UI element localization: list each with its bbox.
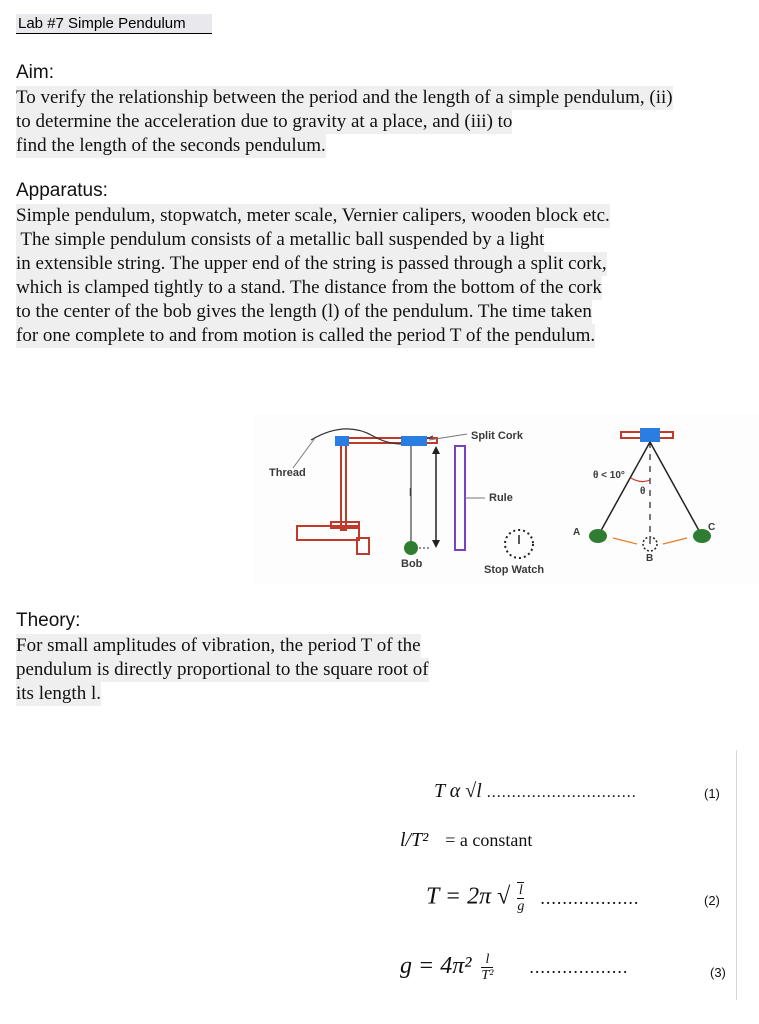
eq2-number: (2) xyxy=(704,893,720,908)
label-rule: Rule xyxy=(489,492,513,504)
apparatus-line: to the center of the bob gives the length (l) of the pendulum. The time taken xyxy=(16,301,592,322)
motion-arrow-left xyxy=(613,538,637,544)
theory-line: For small amplitudes of vibration, the period T of the xyxy=(16,635,421,656)
apparatus-line: The simple pendulum consists of a metallic ball suspended by a light xyxy=(16,229,545,250)
apparatus-paragraph xyxy=(16,204,610,348)
label-angle: θ < 10° xyxy=(593,470,625,481)
aim-paragraph xyxy=(16,86,673,158)
theory-line: pendulum is directly proportional to the square root of xyxy=(16,659,429,680)
rule xyxy=(455,446,465,550)
eq3-numerator: l xyxy=(481,952,493,968)
pendulum-figure xyxy=(253,414,759,584)
eq3-number: (3) xyxy=(710,965,726,980)
cork-left xyxy=(335,436,349,446)
label-length: l xyxy=(409,487,412,499)
apparatus-heading: Apparatus: xyxy=(16,180,108,201)
margin-line xyxy=(736,750,737,1000)
motion-arrow-right xyxy=(663,538,687,544)
theory-line: its length l. xyxy=(16,683,101,704)
equation-2 xyxy=(426,882,639,914)
label-a: A xyxy=(573,527,581,538)
equation-3 xyxy=(400,952,628,983)
aim-heading: Aim: xyxy=(16,62,54,83)
aim-line: find the length of the seconds pendulum. xyxy=(16,135,326,156)
apparatus-line: in extensible string. The upper end of the string is passed through a split cork, xyxy=(16,253,607,274)
support-cork xyxy=(640,428,660,442)
eq3-fraction xyxy=(481,952,493,983)
stand-pole xyxy=(341,440,346,530)
bob xyxy=(404,541,418,555)
label-c: C xyxy=(708,522,716,533)
angle-arc xyxy=(631,478,650,482)
equation-constant xyxy=(400,829,532,852)
length-arrow-top xyxy=(432,446,440,454)
theory-paragraph xyxy=(16,634,429,706)
pendulum-diagram xyxy=(253,414,759,584)
eq2-denominator: g xyxy=(517,899,525,914)
label-theta: θ xyxy=(640,486,646,497)
eq1-number: (1) xyxy=(704,786,720,801)
eq2-numerator: l xyxy=(518,883,523,898)
apparatus-line: Simple pendulum, stopwatch, meter scale, Vernier calipers, wooden block etc. xyxy=(16,205,610,226)
bob-position-a xyxy=(589,529,607,543)
stand xyxy=(297,438,437,554)
eq1-lhs: T α √l xyxy=(434,780,482,802)
thread-pointer xyxy=(293,438,315,468)
label-b: B xyxy=(646,553,654,564)
apparatus-line: for one complete to and from motion is called the period T of the pendulum. xyxy=(16,325,596,346)
eq2-fraction xyxy=(517,882,524,914)
label-split-cork: Split Cork xyxy=(471,430,523,442)
aim-line: to determine the acceleration due to gravity at a place, and (iii) to xyxy=(16,111,513,132)
eq2-dots: .................. xyxy=(540,887,640,908)
eq3-denominator: T² xyxy=(481,968,494,983)
label-bob: Bob xyxy=(401,558,423,570)
eq3-lhs: g = 4π² xyxy=(400,953,472,980)
eq-const-rhs: = a constant xyxy=(445,830,533,850)
equation-1 xyxy=(434,780,637,803)
label-stop-watch: Stop Watch xyxy=(484,564,545,576)
label-thread: Thread xyxy=(269,467,306,479)
eq3-dots: .................. xyxy=(529,957,629,978)
theory-heading: Theory: xyxy=(16,610,81,631)
eq1-dots: .............................. xyxy=(486,784,637,801)
string-right xyxy=(650,442,702,536)
eq-const-lhs: l/T² xyxy=(400,829,429,851)
split-cork xyxy=(401,436,427,446)
apparatus-line: which is clamped tightly to a stand. The distance from the bottom of the cork xyxy=(16,277,602,298)
lab-title: Lab #7 Simple Pendulum xyxy=(16,14,212,34)
aim-line: To verify the relationship between the period and the length of a simple pendulum, (ii) xyxy=(16,87,673,108)
length-arrow-bottom xyxy=(432,540,440,548)
eq2-lhs: T = 2π √ xyxy=(426,883,511,910)
